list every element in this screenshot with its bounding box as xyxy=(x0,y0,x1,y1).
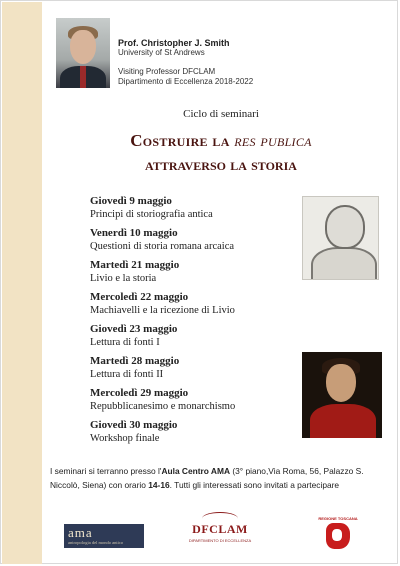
venue-info: I seminari si terranno presso l'Aula Centro AMA (3° piano,Via Roma, 56, Palazzo S. Niccolò, Siena) con orario 14-16. Tutti gli interessati sono invitati a partecipare xyxy=(50,466,364,490)
session-date: Giovedì 23 maggio xyxy=(90,323,178,335)
dfclam-logo: DFCLAM DIPARTIMENTO DI ECCELLENZA xyxy=(188,512,252,552)
session-date: Mercoledì 22 maggio xyxy=(90,291,189,303)
speaker-name: Prof. Christopher J. Smith xyxy=(118,38,230,48)
machiavelli-portrait xyxy=(302,352,382,438)
regione-toscana-logo: REGIONE TOSCANA xyxy=(318,516,358,550)
series-subtitle: Ciclo di seminari xyxy=(183,108,259,120)
speaker-affiliation: University of St Andrews xyxy=(118,48,205,57)
session-item xyxy=(90,419,300,445)
session-topic: Questioni di storia romana arcaica xyxy=(90,241,235,252)
session-item xyxy=(90,323,300,349)
session-date: Martedì 28 maggio xyxy=(90,355,180,367)
session-topic: Workshop finale xyxy=(90,433,160,444)
session-date: Mercoledì 29 maggio xyxy=(90,387,189,399)
session-item xyxy=(90,195,300,221)
decorative-sidebar xyxy=(2,2,42,564)
logo-row xyxy=(50,512,390,552)
speaker-info xyxy=(118,38,253,87)
speaker-department: Dipartimento di Eccellenza 2018-2022 xyxy=(118,77,254,86)
session-item xyxy=(90,387,300,413)
session-topic: Lettura di fonti I xyxy=(90,337,160,348)
livy-bust-image xyxy=(302,196,379,280)
session-item xyxy=(90,355,300,381)
session-topic: Repubblicanesimo e monarchismo xyxy=(90,401,236,412)
session-item xyxy=(90,259,300,285)
session-topic: Lettura di fonti II xyxy=(90,369,164,380)
venue-name: Aula Centro AMA xyxy=(161,466,231,476)
session-topic: Machiavelli e la ricezione di Livio xyxy=(90,305,235,316)
speaker-role: Visiting Professor DFCLAM xyxy=(118,67,216,76)
time-hours: 14-16 xyxy=(148,480,170,490)
session-item xyxy=(90,291,300,317)
session-date: Martedì 21 maggio xyxy=(90,259,180,271)
session-date: Giovedì 30 maggio xyxy=(90,419,178,431)
session-topic: Livio e la storia xyxy=(90,273,157,284)
speaker-photo xyxy=(56,18,110,88)
session-date: Giovedì 9 maggio xyxy=(90,195,172,207)
session-list xyxy=(90,195,300,451)
session-date: Venerdì 10 maggio xyxy=(90,227,178,239)
ama-logo: ama antropologia del mondo antico xyxy=(64,524,144,548)
speaker-header xyxy=(56,18,386,88)
session-item xyxy=(90,227,300,253)
session-topic: Principi di storiografia antica xyxy=(90,209,213,220)
series-title-line2: attraverso la storia xyxy=(145,155,297,174)
series-title-line1: Costruire la res publica xyxy=(130,131,312,150)
